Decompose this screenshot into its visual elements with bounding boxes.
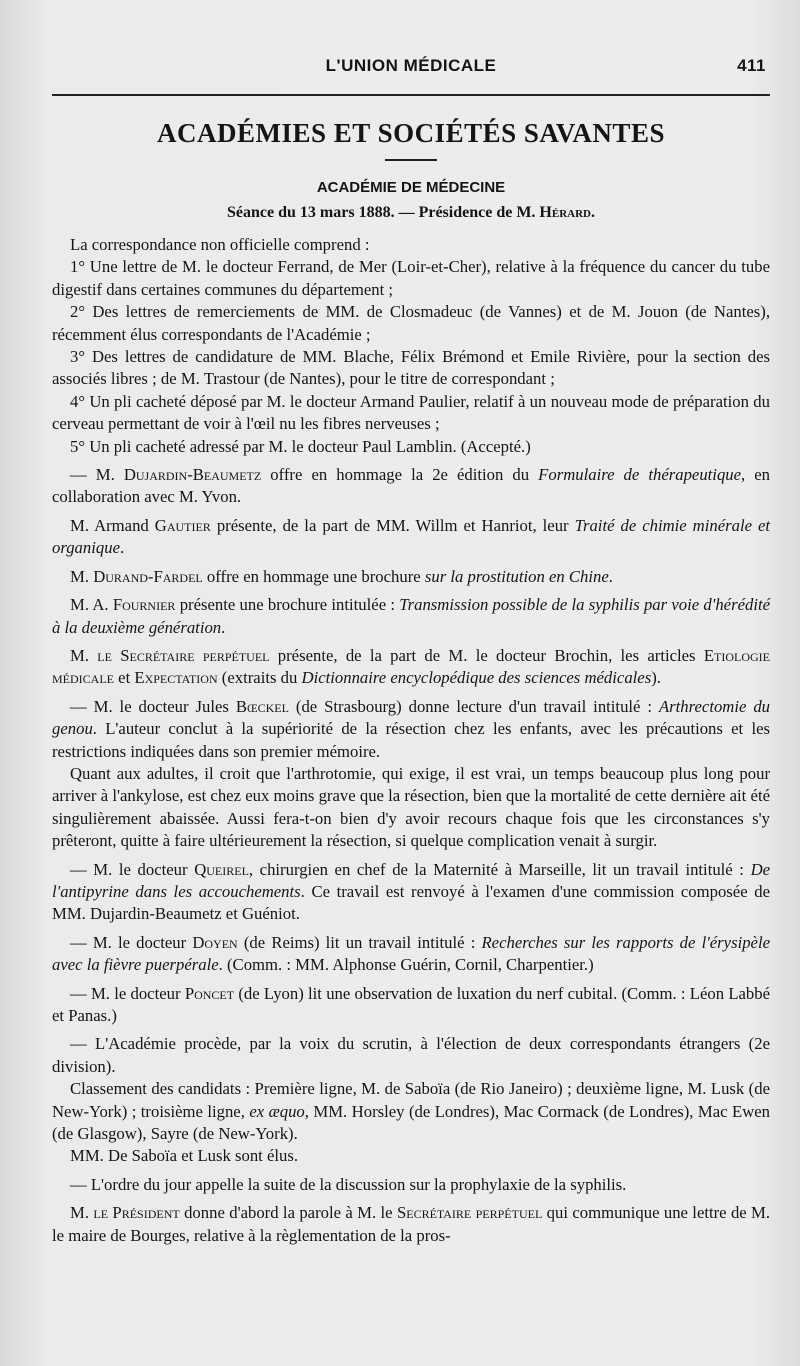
journal-title: L'UNION MÉDICALE [325,56,497,75]
paragraph-classement: Classement des candidats : Première ligne, M. de Saboïa (de Rio Janeiro) ; deuxième ligne, M. Lusk (de New-York) ; troisième ligne, ex æquo, MM. Horsley (de Londres), Mac Cormack (de Londres), Mac Ewen (de Glasgow), Sayre (de New-York). [52,1079,771,1144]
paragraph-adultes: Quant aux adultes, il croit que l'arthrotomie, qui exige, il est vrai, un temps beaucoup plus long pour arriver à l'ankylose, est chez eux moins grave que la résection, bien que la mortalité de cette dernière ait été singulièrement abaissée. Aussi fera-t-on bien d'y avoir recours chaque fois que les circonstances s'y prêteront, quitte à faire ultérieurement la résection, si quelque complication venait à surgir. [52,763,770,851]
paragraph-boeckel: — M. le docteur Jules Bœckel (de Strasbourg) donne lecture d'un travail intitulé : Arthrectomie du genou. L'auteur conclut à la supériorité de la résection chez les enfants, avec les précautions et les restrictions indiquées dans son premier mémoire. [52,696,771,761]
academy-heading: ACADÉMIE DE MÉDECINE [316,179,506,196]
paragraph-elus: MM. De Saboïa et Lusk sont élus. [70,1146,299,1166]
list-item-5: 5° Un pli cacheté adressé par M. le docteur Paul Lamblin. (Accepté.) [70,436,531,456]
header-rule [52,94,770,96]
paragraph-queirel: — M. le docteur Queirel, chirurgien en chef de la Maternité à Marseille, lit un travail intitulé : De l'antipyrine dans les accouchements. Ce travail est renvoyé à l'examen d'une commission composée de MM. Dujardin-Beaumetz et Guéniot. [52,859,771,924]
paragraph-gautier: M. Armand Gautier présente, de la part de MM. Willm et Hanriot, leur Traité de chimie minérale et organique. [52,515,771,558]
paragraph-ordre-du-jour: — L'ordre du jour appelle la suite de la discussion sur la prophylaxie de la syphilis. [70,1174,627,1194]
list-item-1: 1° Une lettre de M. le docteur Ferrand, de Mer (Loir-et-Cher), relative à la fréquence du cancer du tube digestif dans certaines communes du département ; [52,257,770,299]
paragraph-durand-fardel: M. Durand-Fardel offre en hommage une brochure sur la prostitution en Chine. [70,566,613,586]
section-title: ACADÉMIES ET SOCIÉTÉS SAVANTES [157,118,665,148]
article-body [52,234,770,1247]
title-rule [385,159,437,161]
session-line: Séance du 13 mars 1888. — Présidence de M. Hérard. [227,204,595,221]
paragraph-doyen: — M. le docteur Doyen (de Reims) lit un travail intitulé : Recherches sur les rapports de l'érysipèle avec la fièvre puerpérale. (Comm. : MM. Alphonse Guérin, Cornil, Charpentier.) [52,932,771,975]
running-header [52,56,770,86]
paragraph-dujardin: — M. Dujardin-Beaumetz offre en hommage la 2e édition du Formulaire de thérapeutique, en collaboration avec M. Yvon. [52,465,771,507]
paragraph-fournier: M. A. Fournier présente une brochure intitulée : Transmission possible de la syphilis par voie d'hérédité à la deuxième génération. [52,595,771,637]
paragraph-president: M. le Président donne d'abord la parole à M. le Secrétaire perpétuel qui communique une lettre de M. le maire de Bourges, relative à la règlementation de la pros- [52,1203,771,1245]
paragraph-poncet: — M. le docteur Poncet (de Lyon) lit une observation de luxation du nerf cubital. (Comm. : Léon Labbé et Panas.) [52,983,771,1025]
paragraph-intro: La correspondance non officielle comprend : [70,235,370,254]
paragraph-scrutin: — L'Académie procède, par la voix du scrutin, à l'élection de deux correspondants étrangers (2e division). [52,1034,770,1076]
list-item-3: 3° Des lettres de candidature de MM. Blache, Félix Brémond et Emile Rivière, pour la section des associés libres ; de M. Trastour (de Nantes), pour le titre de correspondant ; [52,347,770,389]
page-number: 411 [737,56,766,75]
paragraph-secretaire: M. le Secrétaire perpétuel présente, de la part de M. le docteur Brochin, les articles Etiologie médicale et Expectation (extraits du Dictionnaire encyclopédique des sciences médicales). [52,645,771,688]
list-item-2: 2° Des lettres de remerciements de MM. de Closmadeuc (de Vannes) et de M. Jouon (de Nantes), récemment élus correspondants de l'Académie ; [52,302,770,344]
list-item-4: 4° Un pli cacheté déposé par M. le docteur Armand Paulier, relatif à un nouveau mode de préparation du cerveau permettant de voir à l'œil nu les fibres nerveuses ; [52,391,770,434]
